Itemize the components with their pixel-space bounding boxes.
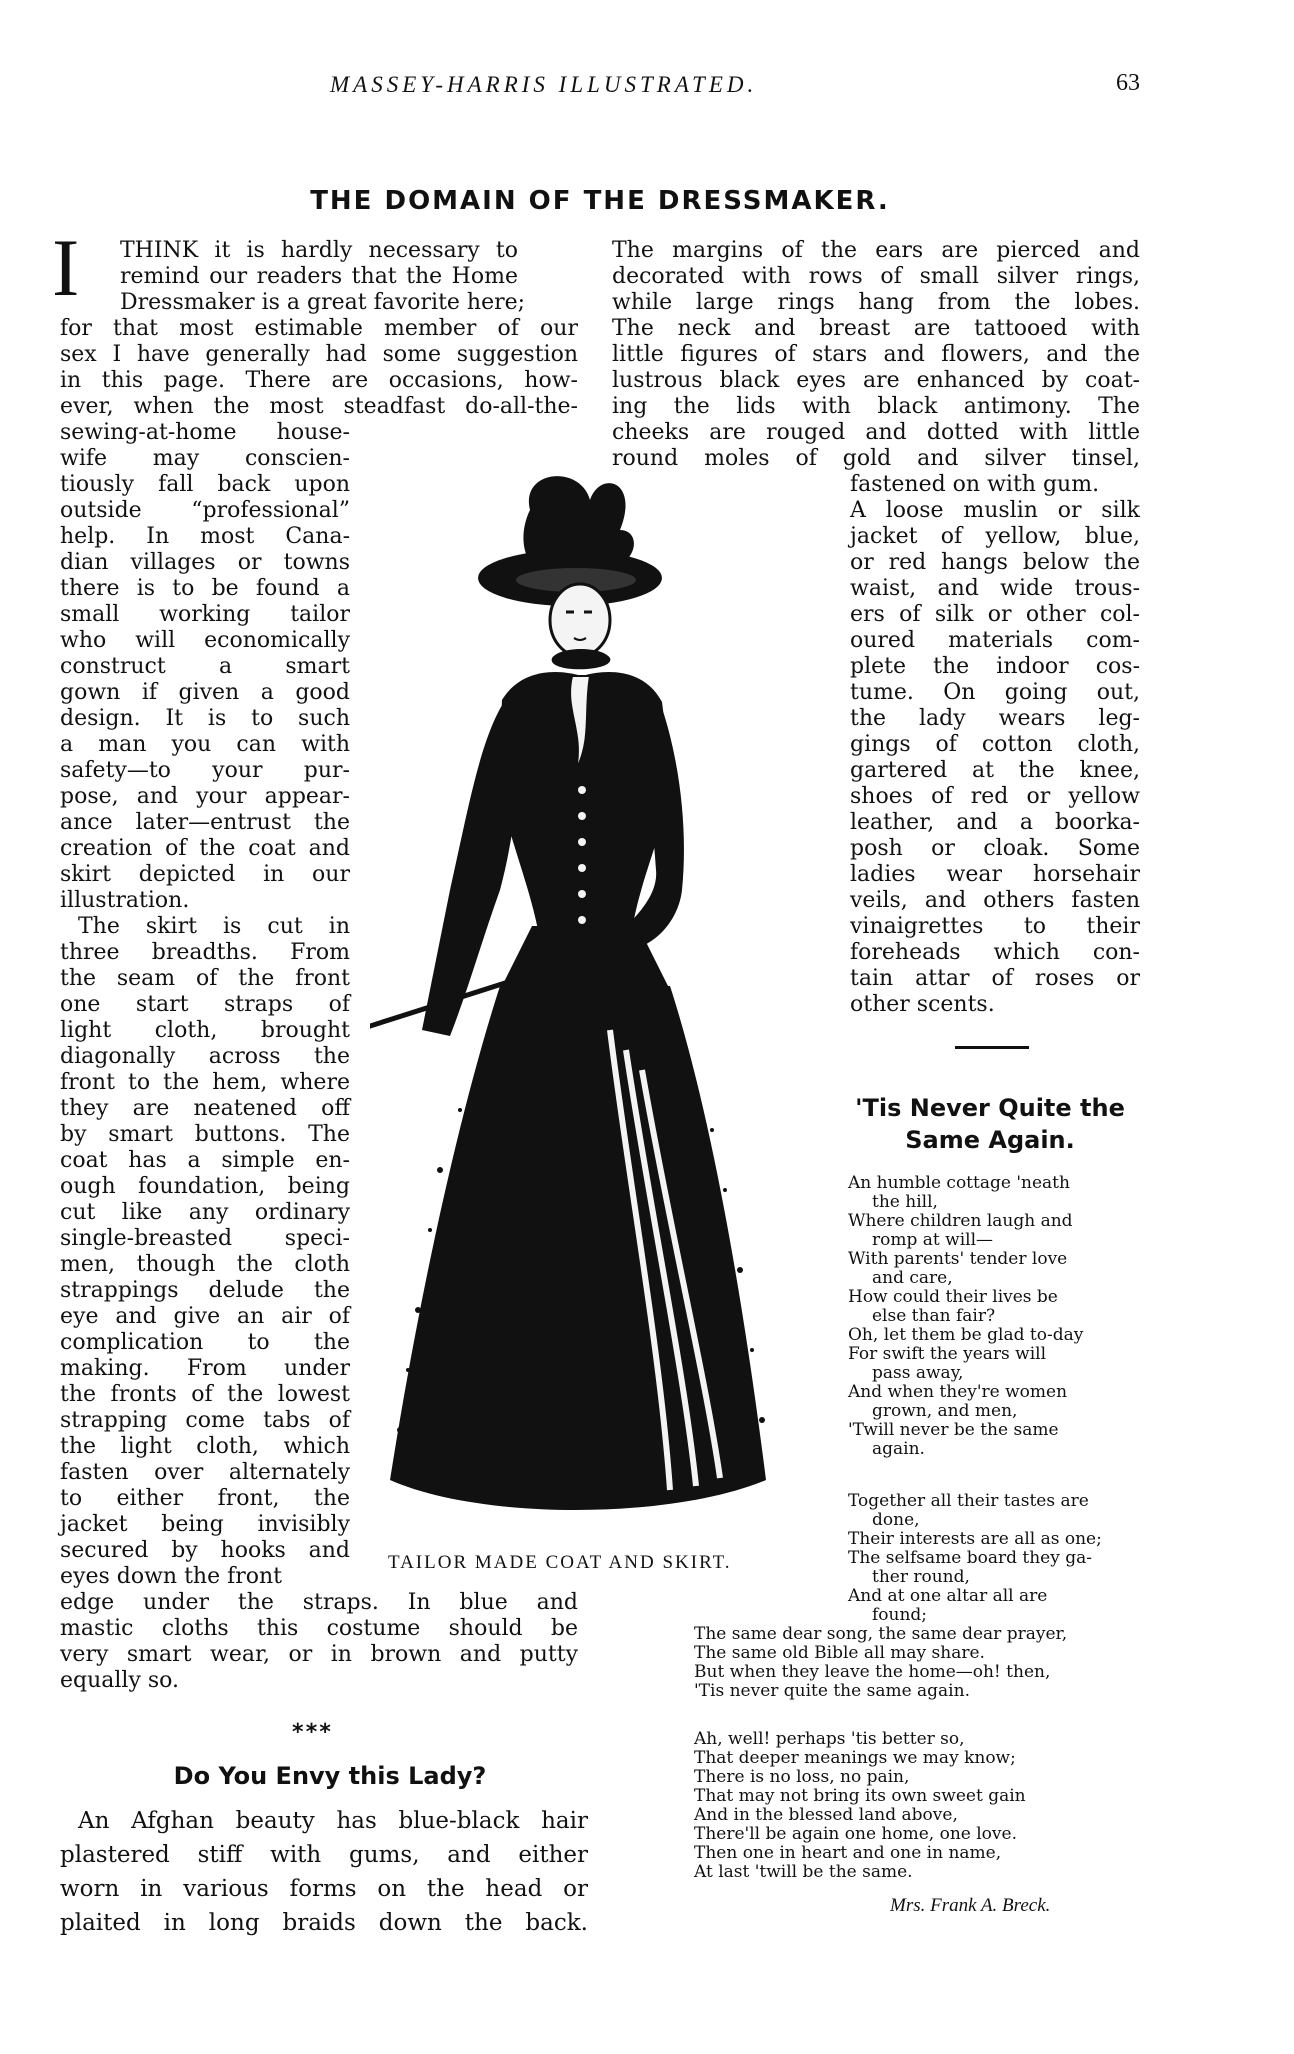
afghan-line: oured materials com- xyxy=(850,628,1140,653)
article-title: THE DOMAIN OF THE DRESSMAKER. xyxy=(310,186,890,216)
poem-line: ther round, xyxy=(872,1567,970,1587)
afghan-line: fastened on with gum. xyxy=(850,472,1100,497)
afghan-line: while large rings hang from the lobes. xyxy=(612,290,1140,315)
article-line: outside “professional” xyxy=(60,498,350,523)
article-line: jacket being invisibly xyxy=(60,1512,350,1537)
article-line: there is to be found a xyxy=(60,576,350,601)
afghan-line: veils, and others fasten xyxy=(850,888,1140,913)
poem-line: romp at will— xyxy=(872,1230,994,1250)
poem-stanza-3 xyxy=(694,1730,1140,1882)
afghan-line: or red hangs below the xyxy=(850,550,1140,575)
collar-ruffle xyxy=(552,649,611,669)
poem-line: The same dear song, the same dear prayer, xyxy=(694,1624,1068,1644)
article-line: cut like any ordinary xyxy=(60,1200,350,1225)
section-divider-stars: * * * xyxy=(292,1720,331,1745)
article-line: strapping come tabs of xyxy=(60,1408,350,1433)
poem-line: And when they're women xyxy=(848,1382,1068,1402)
article-line: front to the hem, where xyxy=(60,1070,350,1095)
article-line: edge under the straps. In blue and xyxy=(60,1590,578,1615)
afghan-line: A loose muslin or silk xyxy=(850,498,1140,523)
article-line: strappings delude the xyxy=(60,1278,350,1303)
poem-line: Then one in heart and one in name, xyxy=(694,1843,1002,1863)
article-line: illustration. xyxy=(60,888,190,913)
article-line: one start straps of xyxy=(60,992,350,1017)
poem-line: found; xyxy=(872,1605,928,1625)
poem-line: grown, and men, xyxy=(872,1401,1018,1421)
afghan-line: An Afghan beauty has blue-black hair xyxy=(78,1808,588,1834)
afghan-line: round moles of gold and silver tinsel, xyxy=(612,446,1140,471)
poem-line: With parents' tender love xyxy=(848,1249,1068,1269)
poem-line: But when they leave the home—oh! then, xyxy=(694,1662,1051,1682)
poem-line: There is no loss, no pain, xyxy=(694,1767,910,1787)
afghan-line: waist, and wide trous- xyxy=(850,576,1140,601)
afghan-line: the lady wears leg- xyxy=(850,706,1140,731)
illustration-caption: TAILOR MADE COAT AND SKIRT. xyxy=(388,1552,732,1573)
poem-line: How could their lives be xyxy=(848,1287,1058,1307)
afghan-line: gartered at the knee, xyxy=(850,758,1140,783)
article-line: the fronts of the lowest xyxy=(60,1382,350,1407)
article-line: remind our readers that the Home xyxy=(120,264,518,289)
poem-line: At last 'twill be the same. xyxy=(694,1862,913,1882)
poem-line: pass away, xyxy=(872,1363,964,1383)
face xyxy=(550,584,610,656)
article-line: who will economically xyxy=(60,628,350,653)
poem-line: For swift the years will xyxy=(848,1344,1047,1364)
poem-title xyxy=(840,1092,1140,1156)
article-line: secured by hooks and xyxy=(60,1538,350,1563)
article-line: sewing-at-home house- xyxy=(60,420,350,445)
afghan-line: plastered stiff with gums, and either xyxy=(60,1842,588,1868)
afghan-line: plaited in long braids down the back. xyxy=(60,1910,588,1936)
article-line: help. In most Cana- xyxy=(60,524,350,549)
afghan-line: leather, and a boorka- xyxy=(850,810,1140,835)
page-number: 63 xyxy=(1116,70,1140,96)
article-line: light cloth, brought xyxy=(60,1018,350,1043)
poem-line: The selfsame board they ga- xyxy=(848,1548,1092,1568)
article-line: coat has a simple en- xyxy=(60,1148,350,1173)
afghan-line: ing the lids with black antimony. The xyxy=(612,394,1140,419)
afghan-line: plete the indoor cos- xyxy=(850,654,1140,679)
section-rule xyxy=(955,1046,1029,1049)
article-line: in this page. There are occasions, how- xyxy=(60,368,578,393)
article-line: tiously fall back upon xyxy=(60,472,350,497)
article-line: complication to the xyxy=(60,1330,350,1355)
article-line: single-breasted speci- xyxy=(60,1226,350,1251)
poem-line: And at one altar all are xyxy=(848,1586,1048,1606)
afghan-line: vinaigrettes to their xyxy=(850,914,1140,939)
poem-line: else than fair? xyxy=(872,1306,996,1326)
poem-line: the hill, xyxy=(872,1192,938,1212)
poem-line: Ah, well! perhaps 'tis better so, xyxy=(694,1729,965,1749)
poem-line: Oh, let them be glad to-day xyxy=(848,1325,1084,1345)
afghan-line: gings of cotton cloth, xyxy=(850,732,1140,757)
article-line: very smart wear, or in brown and putty xyxy=(60,1642,578,1667)
article-line: three breadths. From xyxy=(60,940,350,965)
article-line: sex I have generally had some suggestion xyxy=(60,342,578,367)
article-line: to either front, the xyxy=(60,1486,350,1511)
poem-line: And in the blessed land above, xyxy=(694,1805,958,1825)
article-line: THINK it is hardly necessary to xyxy=(120,238,518,263)
article-line: diagonally across the xyxy=(60,1044,350,1069)
poem-title-line-1: 'Tis Never Quite the xyxy=(855,1094,1125,1122)
afghan-line: ladies wear horsehair xyxy=(850,862,1140,887)
article-line: by smart buttons. The xyxy=(60,1122,350,1147)
afghan-line: tume. On going out, xyxy=(850,680,1140,705)
afghan-line: lustrous black eyes are enhanced by coat- xyxy=(612,368,1140,393)
article-line: making. From under xyxy=(60,1356,350,1381)
afghan-heading: Do You Envy this Lady? xyxy=(173,1762,487,1790)
article-line: dian villages or towns xyxy=(60,550,350,575)
poem-line: Where children laugh and xyxy=(848,1211,1073,1231)
article-line: eyes down the front xyxy=(60,1564,283,1589)
afghan-line: other scents. xyxy=(850,992,995,1017)
article-line: safety—to your pur- xyxy=(60,758,350,783)
article-line: the seam of the front xyxy=(60,966,350,991)
poem-line: again. xyxy=(872,1439,925,1459)
poem-line: Together all their tastes are xyxy=(848,1491,1089,1511)
poem-line: 'Tis never quite the same again. xyxy=(694,1681,970,1701)
article-line: small working tailor xyxy=(60,602,350,627)
poem-line: That deeper meanings we may know; xyxy=(694,1748,1016,1768)
article-line: for that most estimable member of our xyxy=(60,316,578,341)
poem-line: There'll be again one home, one love. xyxy=(694,1824,1017,1844)
poem-line: An humble cottage 'neath xyxy=(848,1173,1070,1193)
afghan-line: tain attar of roses or xyxy=(850,966,1140,991)
poem-line: done, xyxy=(872,1510,920,1530)
article-line: wife may conscien- xyxy=(60,446,350,471)
poem-line: Their interests are all as one; xyxy=(848,1529,1102,1549)
afghan-line: cheeks are rouged and dotted with little xyxy=(612,420,1140,445)
poem-title-line-2: Same Again. xyxy=(905,1126,1075,1154)
article-line: fasten over alternately xyxy=(60,1460,350,1485)
afghan-line: The margins of the ears are pierced and xyxy=(612,238,1140,263)
afghan-line: foreheads which con- xyxy=(850,940,1140,965)
article-line: creation of the coat and xyxy=(60,836,350,861)
article-line: The skirt is cut in xyxy=(78,914,350,939)
article-line: a man you can with xyxy=(60,732,350,757)
afghan-line: decorated with rows of small silver rings, xyxy=(612,264,1140,289)
article-line: ance later—entrust the xyxy=(60,810,350,835)
afghan-line: worn in various forms on the head or xyxy=(60,1876,588,1902)
afghan-left-column xyxy=(60,1804,588,1940)
article-line: design. It is to such xyxy=(60,706,350,731)
article-line: the light cloth, which xyxy=(60,1434,350,1459)
article-line: eye and give an air of xyxy=(60,1304,350,1329)
article-line: equally so. xyxy=(60,1668,180,1693)
article-line: skirt depicted in our xyxy=(60,862,350,887)
running-head: MASSEY-HARRIS ILLUSTRATED. xyxy=(330,72,758,97)
poem-line: and care, xyxy=(872,1268,953,1288)
poem-line: 'Twill never be the same xyxy=(848,1420,1059,1440)
article-line: they are neatened off xyxy=(60,1096,350,1121)
article-line: ough foundation, being xyxy=(60,1174,350,1199)
article-line: construct a smart xyxy=(60,654,350,679)
poem-stanza-1 xyxy=(848,1174,1140,1459)
afghan-line: posh or cloak. Some xyxy=(850,836,1140,861)
afghan-line: shoes of red or yellow xyxy=(850,784,1140,809)
article-line: men, though the cloth xyxy=(60,1252,350,1277)
afghan-line: little figures of stars and flowers, and the xyxy=(612,342,1140,367)
afghan-line: The neck and breast are tattooed with xyxy=(612,316,1140,341)
article-line: Dressmaker is a great favorite here; xyxy=(120,290,526,315)
afghan-line: ers of silk or other col- xyxy=(850,602,1140,627)
afghan-line: jacket of yellow, blue, xyxy=(850,524,1140,549)
drop-cap: I xyxy=(52,222,80,313)
tailor-made-costume-illustration xyxy=(370,470,840,1540)
poem-line: The same old Bible all may share. xyxy=(694,1643,985,1663)
article-line: pose, and your appear- xyxy=(60,784,350,809)
poem-signature: Mrs. Frank A. Breck. xyxy=(890,1895,1051,1916)
poem-line: That may not bring its own sweet gain xyxy=(694,1786,1026,1806)
article-line: ever, when the most steadfast do-all-the- xyxy=(60,394,578,419)
article-line: gown if given a good xyxy=(60,680,350,705)
article-line: mastic cloths this costume should be xyxy=(60,1616,578,1641)
